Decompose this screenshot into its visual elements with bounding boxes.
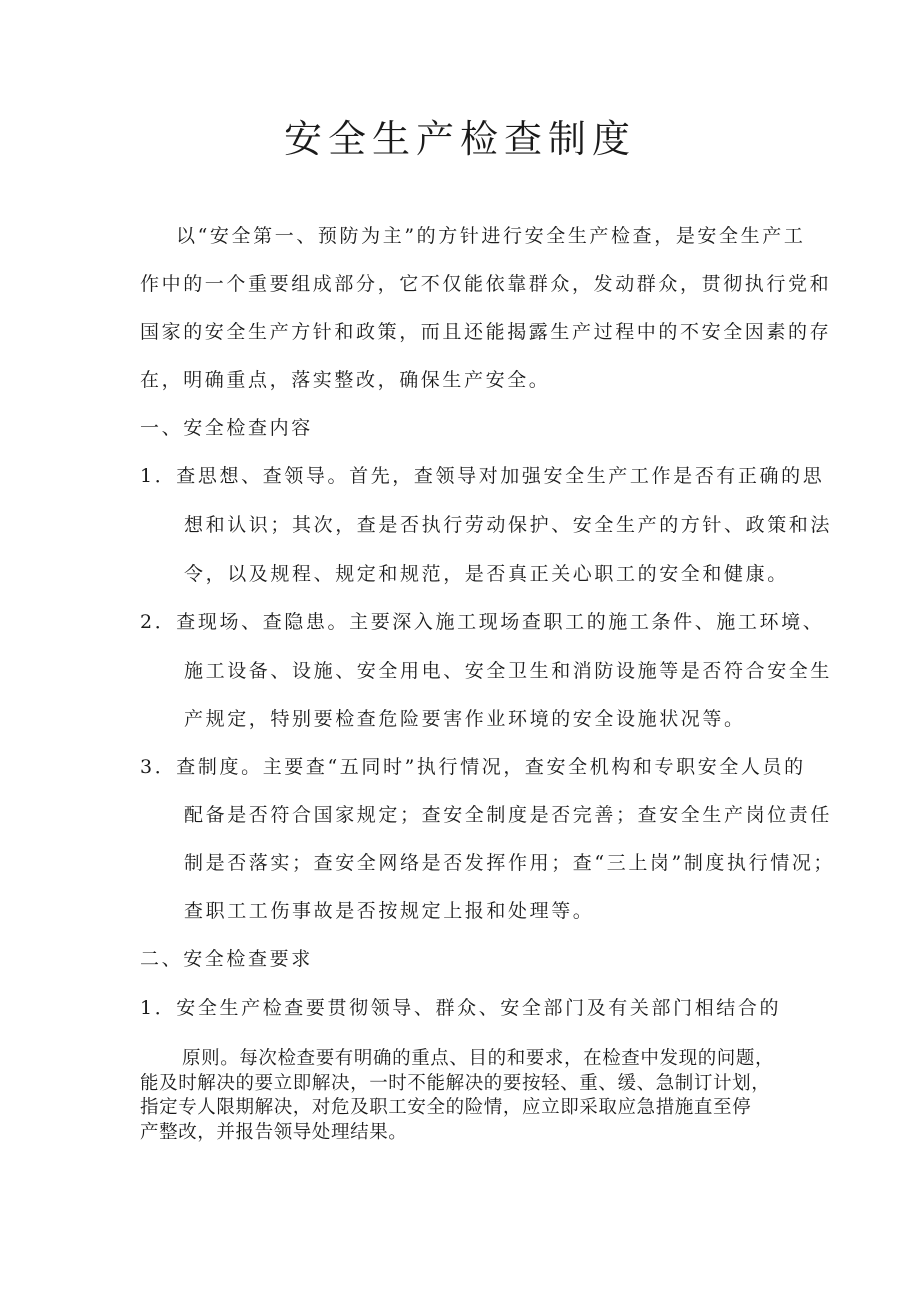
- paragraph: [140, 1047, 785, 1145]
- document-title: 安全生产检查制度: [283, 117, 636, 161]
- intro-line: 作中的一个重要组成部分，它不仅能依靠群众，发动群众，贯彻执行党和: [140, 273, 832, 295]
- section-heading: 一、安全检查内容: [140, 417, 313, 439]
- list-item-line: 想和认识；其次，查是否执行劳动保护、安全生产的方针、政策和法: [184, 514, 833, 536]
- list-item-line: 产规定，特别要检查危险要害作业环境的安全设施状况等。: [184, 708, 746, 730]
- paragraph-line: 指定专人限期解决，对危及职工安全的险情，应立即采取应急措施直至停: [140, 1097, 752, 1118]
- list-item-line: 配备是否符合国家规定；查安全制度是否完善；查安全生产岗位责任: [184, 804, 833, 826]
- paragraph-line: 原则。每次检查要有明确的重点、目的和要求，在检查中发现的问题，: [182, 1048, 775, 1069]
- list-item-line: 查职工工伤事故是否按规定上报和处理等。: [184, 900, 595, 922]
- list-item-line: 1．查思想、查领导。首先，查领导对加强安全生产工作是否有正确的思: [140, 465, 825, 487]
- list-item-line: 施工设备、设施、安全用电、安全卫生和消防设施等是否符合安全生: [184, 660, 833, 682]
- intro-line: 国家的安全生产方针和政策，而且还能揭露生产过程中的不安全因素的存: [140, 321, 832, 343]
- list-item-line: 制是否落实；查安全网络是否发挥作用；查“三上岗”制度执行情况；: [184, 852, 836, 874]
- list-item-line: 2．查现场、查隐患。主要深入施工现场查职工的施工条件、施工环境、: [140, 611, 825, 633]
- list-item-line: 3．查制度。主要查“五同时”执行情况，查安全机构和专职安全人员的: [140, 756, 806, 778]
- section-heading: 二、安全检查要求: [140, 948, 313, 970]
- paragraph-line: 能及时解决的要立即解决，一时不能解决的要按轻、重、缓、急制订计划，: [140, 1072, 771, 1094]
- paragraph-line: 产整改，并报告领导处理结果。: [140, 1121, 408, 1143]
- intro-line: 在，明确重点，落实整改，确保生产安全。: [140, 369, 551, 391]
- list-item-line: 1．安全生产检查要贯彻领导、群众、安全部门及有关部门相结合的: [140, 997, 782, 1019]
- list-item-line: 令，以及规程、规定和规范，是否真正关心职工的安全和健康。: [184, 563, 789, 585]
- intro-line: 以“安全第一、预防为主”的方针进行安全生产检查，是安全生产工: [176, 225, 806, 247]
